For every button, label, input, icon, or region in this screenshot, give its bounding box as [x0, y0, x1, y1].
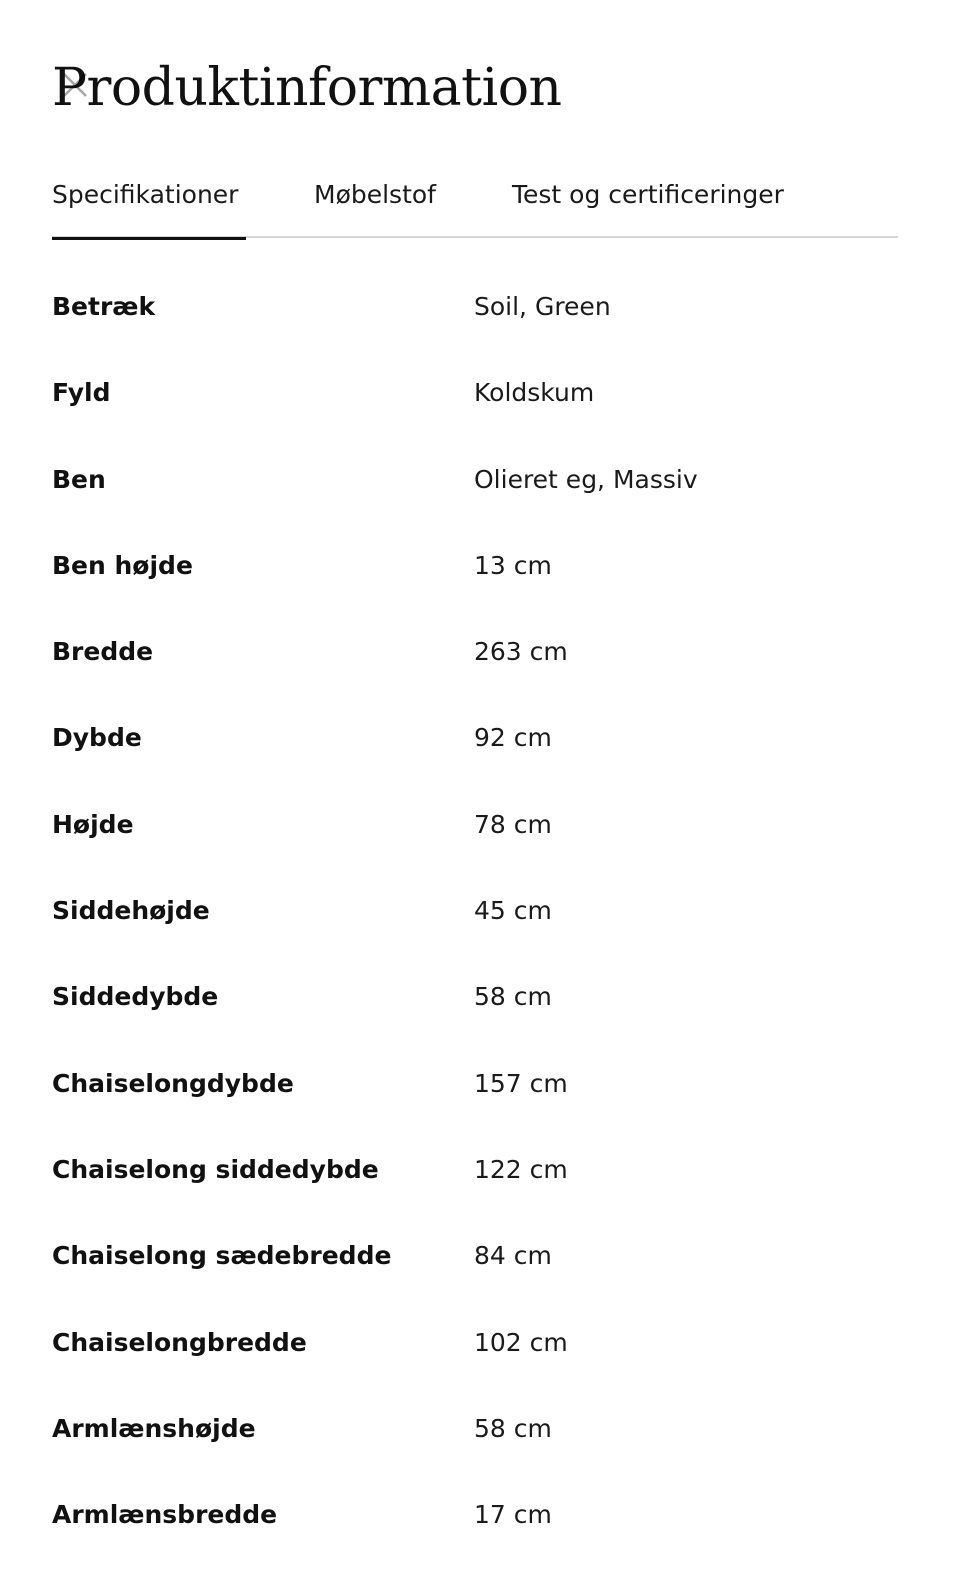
spec-list: [52, 264, 898, 1558]
spec-value: 58 cm: [474, 982, 552, 1012]
spec-row: [52, 1041, 898, 1127]
tab-test-og-certificeringer[interactable]: Test og certificeringer: [512, 180, 784, 209]
spec-label: Siddedybde: [52, 982, 219, 1012]
spec-row: [52, 523, 898, 609]
tab-specifikationer[interactable]: Specifikationer: [52, 170, 246, 238]
spec-row: [52, 782, 898, 868]
spec-row: [52, 1300, 898, 1386]
spec-label: Ben: [52, 464, 106, 494]
spec-value: 58 cm: [474, 1413, 552, 1443]
spec-label: Fyld: [52, 378, 111, 408]
spec-row: [52, 350, 898, 436]
spec-row: [52, 954, 898, 1040]
spec-value: 122 cm: [474, 1154, 568, 1184]
spec-value: 84 cm: [474, 1241, 552, 1271]
spec-value: 92 cm: [474, 723, 552, 753]
spec-row: [52, 695, 898, 781]
spec-row: [52, 264, 898, 350]
spec-label: Bredde: [52, 637, 154, 667]
spec-value: 78 cm: [474, 809, 552, 839]
spec-label: Siddehøjde: [52, 896, 210, 926]
spec-row: [52, 1127, 898, 1213]
header: [52, 48, 562, 128]
close-icon[interactable]: [60, 70, 90, 100]
spec-label: Ben højde: [52, 550, 193, 580]
tab-mobelstof[interactable]: Møbelstof: [314, 180, 436, 209]
spec-value: Koldskum: [474, 378, 595, 408]
spec-value: 157 cm: [474, 1068, 568, 1098]
spec-value: Soil, Green: [474, 292, 611, 321]
spec-row: [52, 609, 898, 695]
spec-value: 17 cm: [474, 1500, 552, 1530]
spec-row: [52, 437, 898, 523]
spec-row: [52, 868, 898, 954]
spec-value: 102 cm: [474, 1327, 568, 1357]
spec-value: Olieret eg, Massiv: [474, 464, 698, 494]
spec-label: Betræk: [52, 292, 156, 321]
spec-value: 45 cm: [474, 896, 552, 926]
spec-label: Chaiselongdybde: [52, 1068, 294, 1098]
spec-label: Armlænshøjde: [52, 1413, 256, 1443]
spec-row: [52, 1472, 898, 1558]
spec-value: 13 cm: [474, 550, 552, 580]
spec-label: Chaiselong siddedybde: [52, 1154, 379, 1184]
spec-label: Chaiselongbredde: [52, 1327, 307, 1357]
spec-row: [52, 1213, 898, 1299]
spec-label: Armlænsbredde: [52, 1500, 278, 1530]
spec-label: Dybde: [52, 723, 142, 753]
spec-label: Chaiselong sædebredde: [52, 1241, 392, 1271]
spec-row: [52, 1386, 898, 1472]
tab-bar: [52, 170, 898, 238]
spec-value: 263 cm: [474, 637, 568, 667]
spec-label: Højde: [52, 809, 134, 839]
page-title: Produktinformation: [52, 58, 562, 118]
